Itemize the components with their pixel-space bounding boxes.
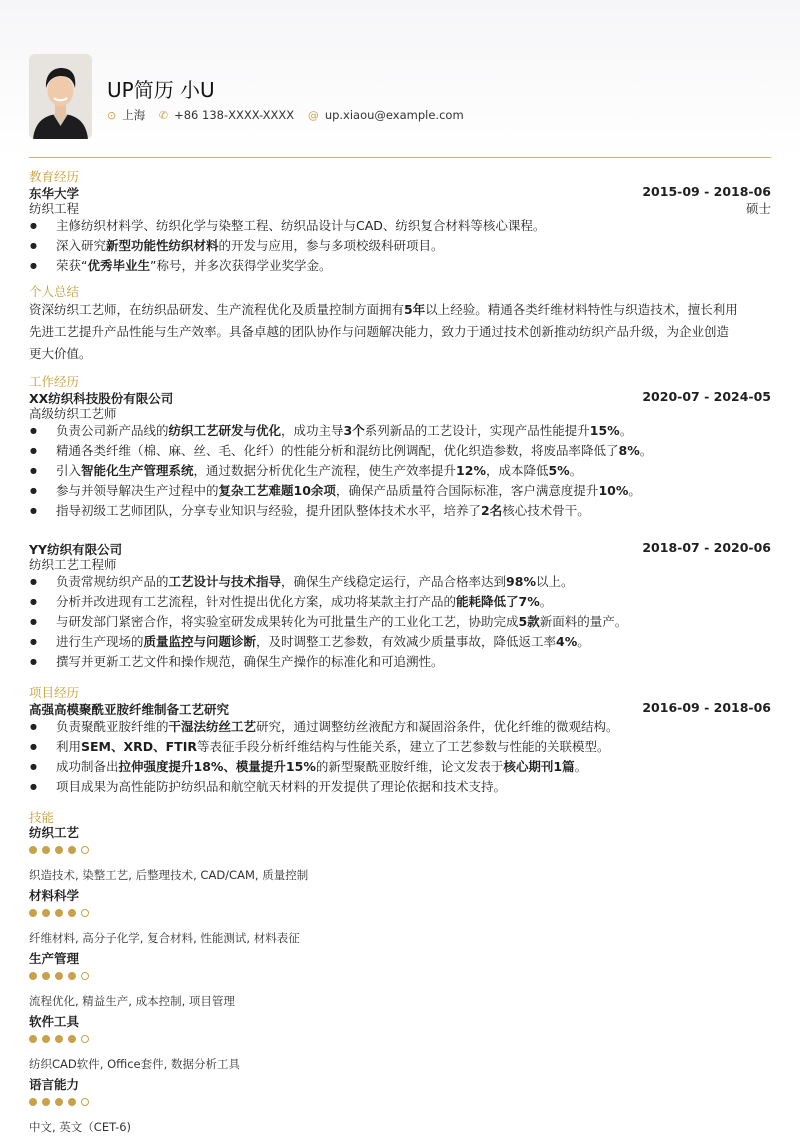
major: 纺织工程: [29, 201, 80, 216]
skill-item: [29, 888, 771, 948]
bullet-item: ● 撰写并更新工艺文件和操作规范，确保生产操作的标准化和可追溯性。: [29, 652, 771, 672]
job-entry: [29, 389, 771, 521]
summary-line: 更大价值。: [29, 346, 92, 361]
bullet-item: ● 负责聚酰亚胺纤维的干湿法纺丝工艺研究，通过调整纺丝液配方和凝固浴条件，优化纤维的微观结构。: [29, 717, 771, 737]
bullet-item: ● 负责常规纺织产品的工艺设计与技术指导，确保生产线稳定运行，产品合格率达到98%以上。: [29, 572, 771, 592]
filled-dot-icon: [42, 972, 50, 980]
bullet-item: ● 成功制备出拉伸强度提升18%、模量提升15%的新型聚酰亚胺纤维，论文发表于核心期刊1篇。: [29, 757, 771, 777]
at-icon: @: [307, 109, 319, 122]
filled-dot-icon: [29, 1035, 37, 1043]
education-bullets: [29, 216, 771, 276]
bullet-item: ● 进行生产现场的质量监控与问题诊断，及时调整工艺参数，有效减少质量事故，降低返工率4%。: [29, 632, 771, 652]
project-bullets: [29, 717, 771, 797]
skill-item: [29, 951, 771, 1011]
bullet-item: ● 分析并改进现有工艺流程，针对性提出优化方案，成功将某款主打产品的能耗降低了7%。: [29, 592, 771, 612]
job-bullets: [29, 572, 771, 672]
skills-section: [29, 811, 771, 1137]
filled-dot-icon: [42, 846, 50, 854]
skill-level-rating: [29, 1030, 771, 1048]
bullet-item: ● 利用SEM、XRD、FTIR等表征手段分析纤维结构与性能关系，建立了工艺参数与性能的关联模型。: [29, 737, 771, 757]
skill-name: 生产管理: [29, 951, 80, 966]
empty-dot-icon: [81, 1035, 89, 1043]
email[interactable]: [308, 108, 464, 122]
bullet-item: ● 项目成果为高性能防护纺织品和航空航天材料的开发提供了理论依据和技术支持。: [29, 777, 771, 797]
empty-dot-icon: [81, 909, 89, 917]
filled-dot-icon: [55, 972, 63, 980]
skill-item: [29, 1014, 771, 1074]
bullet-item: ● 指导初级工艺师团队，分享专业知识与经验，提升团队整体技术水平，培养了2名核心技术骨干。: [29, 501, 771, 521]
bullet-item: ● 负责公司新产品线的纺织工艺研发与优化，成功主导3个系列新品的工艺设计，实现产品性能提升15%。: [29, 421, 771, 441]
education-dates: 2015-09 - 2018-06: [642, 184, 771, 199]
empty-dot-icon: [81, 972, 89, 980]
filled-dot-icon: [42, 1035, 50, 1043]
skill-level-rating: [29, 841, 771, 859]
contact-info: [107, 107, 474, 123]
skill-level-rating: [29, 1093, 771, 1111]
projects-section: [29, 686, 771, 797]
section-title-summary: 个人总结: [29, 284, 80, 299]
filled-dot-icon: [68, 846, 76, 854]
bullet-item: ● 荣获“优秀毕业生”称号，并多次获得学业奖学金。: [29, 256, 771, 276]
education-section: [29, 170, 771, 276]
phone: [159, 108, 294, 122]
bullet-item: ● 与研发部门紧密合作，将实验室研发成果转化为可批量生产的工业化工艺，协助完成5款新面料的量产。: [29, 612, 771, 632]
section-title-work: 工作经历: [29, 374, 80, 389]
skill-item: [29, 825, 771, 885]
filled-dot-icon: [55, 1098, 63, 1106]
section-title-skills: 技能: [29, 810, 55, 825]
resume-header: [29, 0, 771, 158]
job-role: 纺织工艺工程师: [29, 557, 117, 572]
skill-description: 织造技术, 染整工艺, 后整理技术, CAD/CAM, 质量控制: [29, 868, 309, 882]
section-title-projects: 项目经历: [29, 685, 80, 700]
filled-dot-icon: [55, 1035, 63, 1043]
company-name: XX纺织科技股份有限公司: [29, 391, 174, 406]
filled-dot-icon: [68, 972, 76, 980]
resume-page: [29, 0, 771, 1140]
empty-dot-icon: [81, 846, 89, 854]
skill-name: 纺织工艺: [29, 825, 80, 840]
skill-description: 纤维材料, 高分子化学, 复合材料, 性能测试, 材料表征: [29, 931, 300, 945]
filled-dot-icon: [55, 846, 63, 854]
section-title-education: 教育经历: [29, 169, 80, 184]
summary-text: [29, 299, 771, 365]
filled-dot-icon: [29, 846, 37, 854]
filled-dot-icon: [42, 909, 50, 917]
skill-name: 材料科学: [29, 888, 80, 903]
filled-dot-icon: [29, 909, 37, 917]
project-dates: 2016-09 - 2018-06: [642, 700, 771, 715]
summary-section: [29, 285, 771, 365]
header-divider: [29, 157, 771, 158]
job-header: [29, 389, 771, 404]
school-name: 东华大学: [29, 186, 80, 201]
project-name: 高强高模聚酰亚胺纤维制备工艺研究: [29, 702, 230, 717]
bullet-item: ● 精通各类纤维（棉、麻、丝、毛、化纤）的性能分析和混纺比例调配，优化织造参数，将废品率降低了8%。: [29, 441, 771, 461]
work-section: [29, 375, 771, 672]
skill-name: 软件工具: [29, 1014, 80, 1029]
email-text[interactable]: up.xiaou@example.com: [324, 108, 464, 122]
job-dates: 2020-07 - 2024-05: [642, 389, 771, 404]
skill-name: 语言能力: [29, 1077, 80, 1092]
company-name: YY纺织有限公司: [29, 542, 123, 557]
filled-dot-icon: [68, 1098, 76, 1106]
skill-description: 流程优化, 精益生产, 成本控制, 项目管理: [29, 994, 235, 1008]
skill-description: 纺织CAD软件, Office套件, 数据分析工具: [29, 1057, 240, 1071]
education-sub: [29, 199, 771, 214]
project-header: [29, 700, 771, 715]
education-header: [29, 184, 771, 199]
job-bullets: [29, 421, 771, 521]
phone-icon: ✆: [158, 109, 169, 122]
bullet-item: ● 参与并领导解决生产过程中的复杂工艺难题10余项，确保产品质量符合国际标准，客户满意度提升10%。: [29, 481, 771, 501]
bullet-item: ● 引入智能化生产管理系统，通过数据分析优化生产流程，使生产效率提升12%，成本降低5%。: [29, 461, 771, 481]
skill-description: 中文, 英文（CET-6): [29, 1120, 132, 1134]
filled-dot-icon: [29, 1098, 37, 1106]
phone-text: +86 138-XXXX-XXXX: [174, 108, 295, 122]
degree: 硕士: [745, 201, 771, 216]
location: [107, 108, 145, 122]
filled-dot-icon: [29, 972, 37, 980]
skill-level-rating: [29, 967, 771, 985]
skill-level-rating: [29, 904, 771, 922]
empty-dot-icon: [81, 1098, 89, 1106]
filled-dot-icon: [55, 909, 63, 917]
job-entry: [29, 540, 771, 672]
skills-list: [29, 825, 771, 1137]
job-role: 高级纺织工艺师: [29, 406, 117, 421]
filled-dot-icon: [68, 1035, 76, 1043]
bullet-item: ● 深入研究新型功能性纺织材料的开发与应用，参与多项校级科研项目。: [29, 236, 771, 256]
job-header: [29, 540, 771, 555]
location-pin-icon: ⊙: [107, 109, 117, 122]
job-dates: 2018-07 - 2020-06: [642, 540, 771, 555]
filled-dot-icon: [68, 909, 76, 917]
filled-dot-icon: [42, 1098, 50, 1106]
skill-item: [29, 1077, 771, 1137]
candidate-name: UP简历 小U: [107, 78, 215, 102]
summary-line: 资深纺织工艺师，在纺织品研发、生产流程优化及质量控制方面拥有5年以上经验。精通各类纤维材料特性与织造技术，擅长利用: [29, 302, 738, 317]
bullet-item: ● 主修纺织材料学、纺织化学与染整工程、纺织品设计与CAD、纺织复合材料等核心课程。: [29, 216, 771, 236]
location-text: 上海: [122, 108, 146, 122]
summary-line: 先进工艺提升产品性能与生产效率。具备卓越的团队协作与问题解决能力，致力于通过技术创新推动纺织产品升级，为企业创造: [29, 324, 730, 339]
profile-photo: [29, 54, 92, 139]
